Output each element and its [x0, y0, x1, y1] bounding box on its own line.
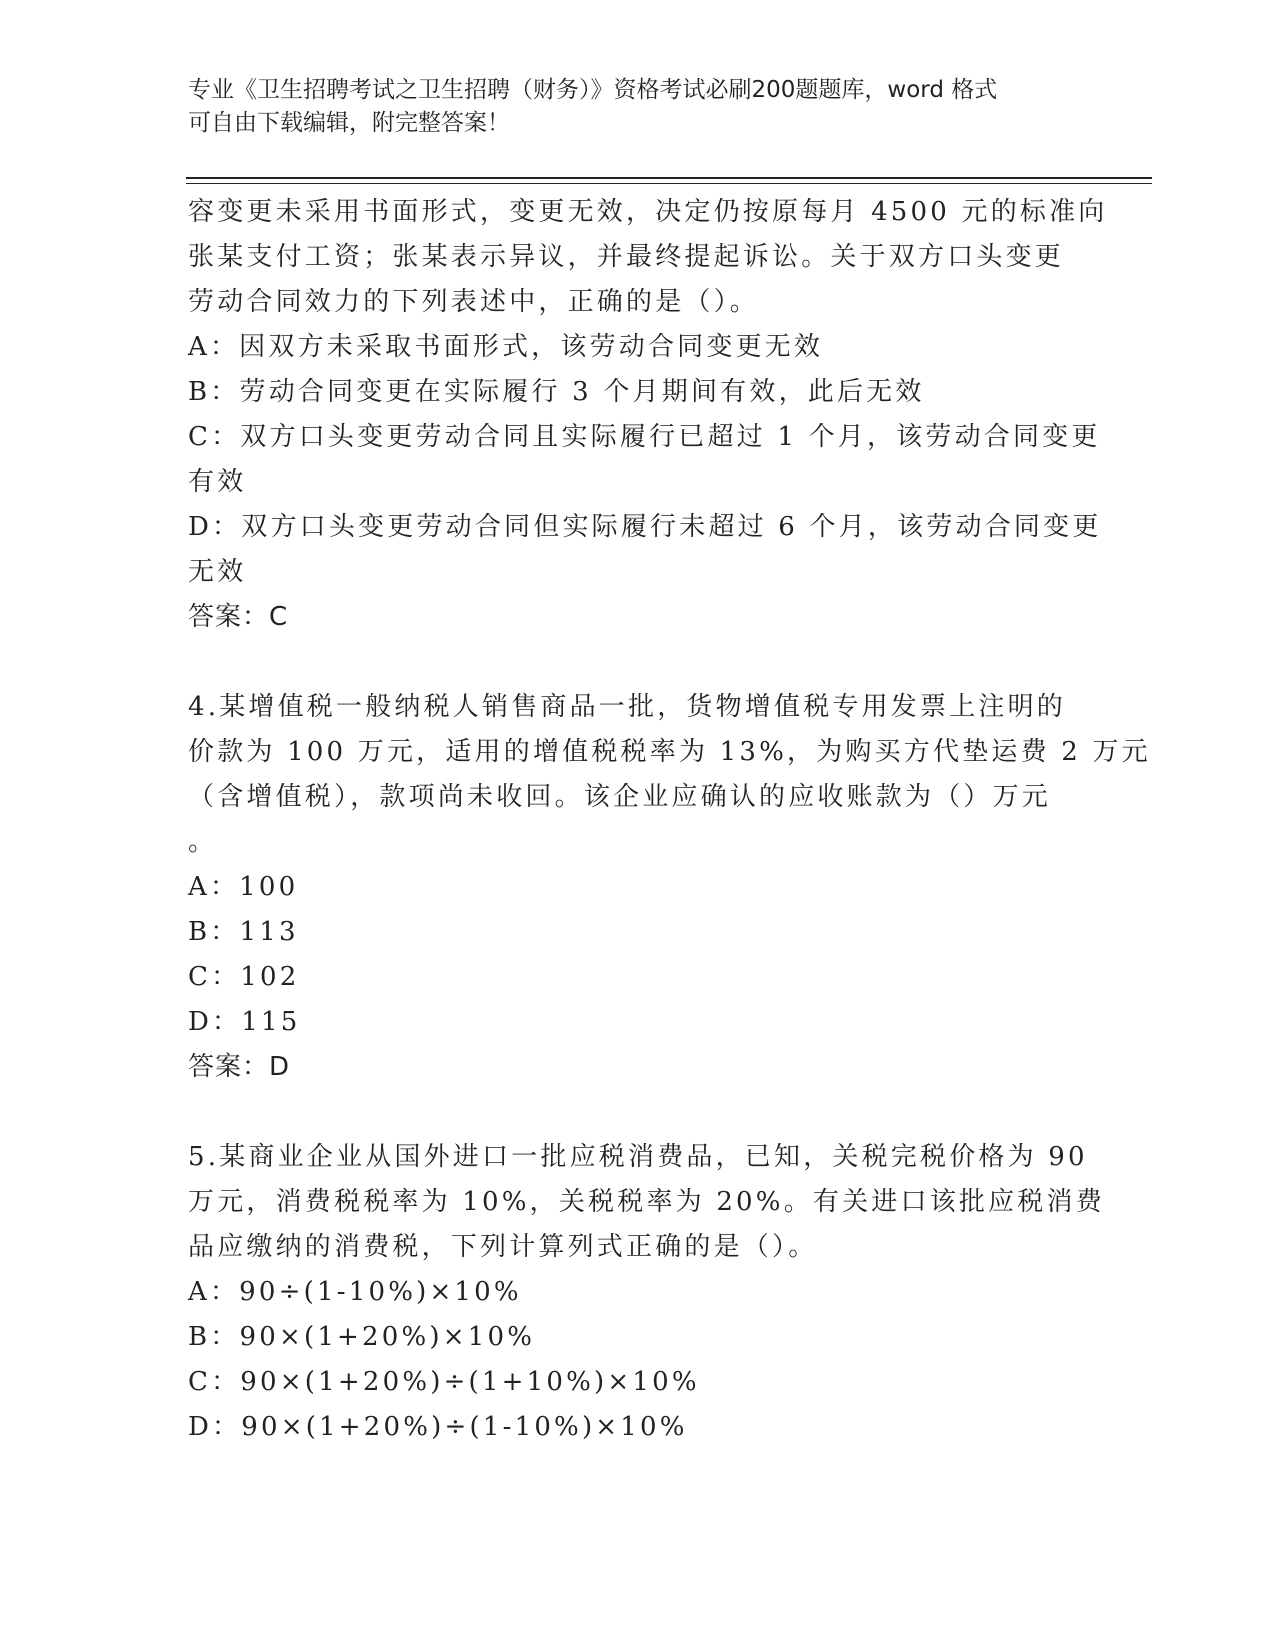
question-3-option-b: B：劳动合同变更在实际履行 3 个月期间有效，此后无效 [188, 377, 925, 407]
question-5-stem-line-3: 品应缴纳的消费税，下列计算列式正确的是（）。 [188, 1232, 818, 1262]
question-3-stem-line-1: 容变更未采用书面形式，变更无效，决定仍按原每月 4500 元的标准向 [188, 197, 1108, 227]
question-3-option-a: A：因双方未采取书面形式，该劳动合同变更无效 [188, 332, 824, 362]
header-line-1: 专业《卫生招聘考试之卫生招聘（财务）》资格考试必刷200题题库，word 格式 [188, 77, 998, 103]
question-3-option-c-cont: 有效 [188, 467, 247, 497]
question-4-option-c: C：102 [188, 962, 300, 992]
question-4 [188, 685, 1151, 1090]
spacer [188, 640, 1088, 685]
question-5-option-b: B：90×(1+20%)×10% [188, 1322, 536, 1352]
question-3-option-d-cont: 无效 [188, 557, 247, 587]
header-divider-thick [186, 177, 1152, 179]
question-4-stem-line-3: （含增值税），款项尚未收回。该企业应确认的应收账款为（）万元 [188, 782, 1052, 812]
page-header [188, 74, 1088, 140]
question-4-stem-line-4: 。 [188, 827, 218, 857]
question-3-stem-line-2: 张某支付工资；张某表示异议，并最终提起诉讼。关于双方口头变更 [188, 242, 1065, 272]
question-3-option-c: C：双方口头变更劳动合同且实际履行已超过 1 个月，该劳动合同变更 [188, 422, 1101, 452]
question-5-stem-line-2: 万元，消费税税率为 10%，关税税率为 20%。有关进口该批应税消费 [188, 1187, 1105, 1217]
question-5 [188, 1135, 1105, 1450]
header-divider-thin [186, 183, 1152, 184]
question-4-stem-line-1: 4.某增值税一般纳税人销售商品一批，货物增值税专用发票上注明的 [188, 692, 1067, 722]
spacer [188, 1090, 1088, 1135]
question-3-answer: 答案：C [188, 602, 289, 632]
question-4-stem-line-2: 价款为 100 万元，适用的增值税税率为 13%，为购买方代垫运费 2 万元 [188, 737, 1151, 767]
question-3-option-d: D：双方口头变更劳动合同但实际履行未超过 6 个月，该劳动合同变更 [188, 512, 1102, 542]
question-5-option-a: A：90÷(1-10%)×10% [188, 1277, 522, 1307]
document-body [188, 190, 1151, 1450]
question-5-stem-line-1: 5.某商业企业从国外进口一批应税消费品，已知，关税完税价格为 90 [188, 1142, 1088, 1172]
question-5-option-c: C：90×(1+20%)÷(1+10%)×10% [188, 1367, 700, 1397]
header-line-2: 可自由下载编辑，附完整答案！ [188, 110, 510, 136]
question-4-answer: 答案：D [188, 1052, 291, 1082]
question-4-option-a: A：100 [188, 872, 299, 902]
question-3 [188, 190, 1108, 640]
question-4-option-b: B：113 [188, 917, 299, 947]
question-3-stem-line-3: 劳动合同效力的下列表述中，正确的是（）。 [188, 287, 760, 317]
question-4-option-d: D：115 [188, 1007, 301, 1037]
question-5-option-d: D：90×(1+20%)÷(1-10%)×10% [188, 1412, 688, 1442]
